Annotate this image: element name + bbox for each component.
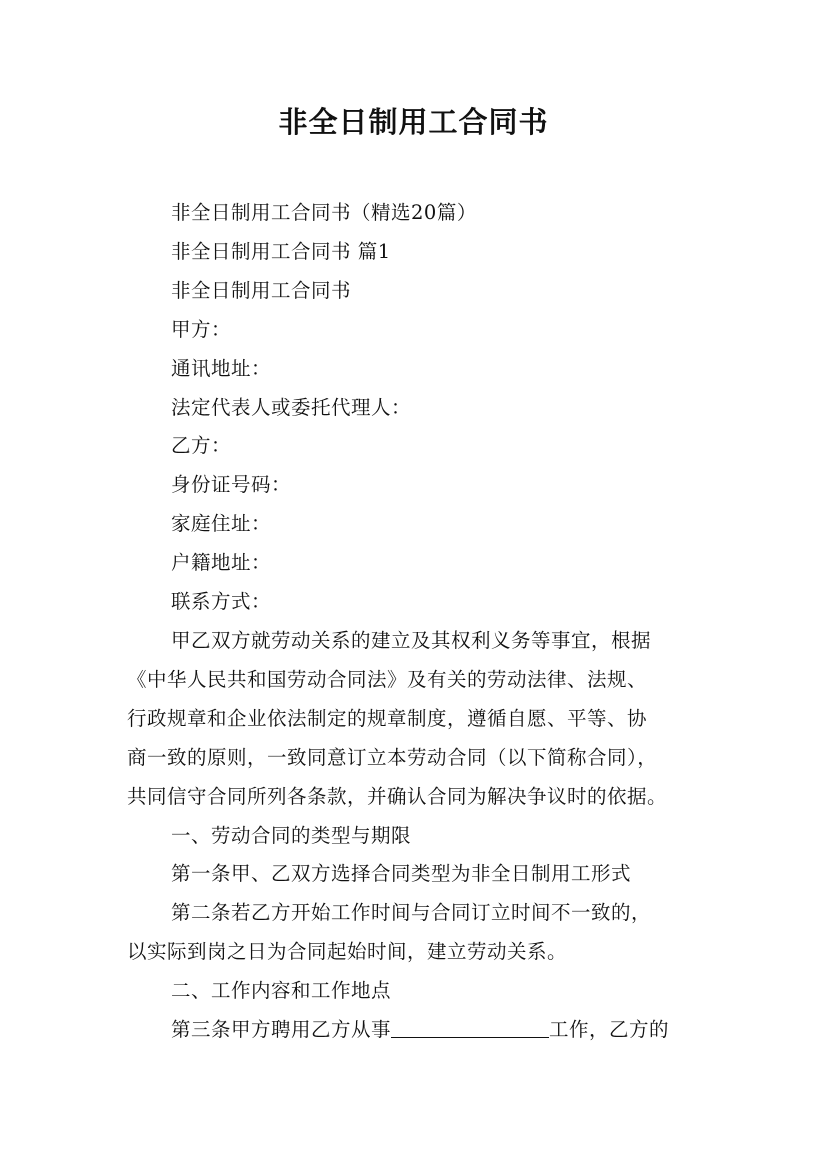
document-subtitle: 非全日制用工合同书（精选20篇） bbox=[171, 201, 477, 224]
document-body bbox=[127, 194, 712, 1050]
article-3 bbox=[127, 1011, 712, 1050]
article-1: 第一条甲、乙双方选择合同类型为非全日制用工形式 bbox=[171, 862, 632, 886]
section-heading-1: 一、劳动合同的类型与期限 bbox=[171, 823, 412, 847]
contact-field: 联系方式： bbox=[171, 590, 272, 614]
document-title: 非全日制用工合同书 bbox=[278, 105, 549, 139]
preamble-line: 共同信守合同所列各条款，并确认合同为解决争议时的依据。 bbox=[127, 784, 668, 808]
chapter-heading: 非全日制用工合同书 篇1 bbox=[171, 239, 391, 263]
representative-field: 法定代表人或委托代理人： bbox=[171, 395, 412, 419]
article-2-line: 以实际到岗之日为合同起始时间，建立劳动关系。 bbox=[127, 940, 568, 964]
section-heading-2: 二、工作内容和工作地点 bbox=[171, 979, 392, 1003]
home-address-field: 家庭住址： bbox=[171, 512, 272, 536]
household-address-field: 户籍地址： bbox=[171, 551, 272, 575]
address-field: 通讯地址： bbox=[171, 356, 272, 380]
party-b-field: 乙方： bbox=[171, 434, 232, 458]
job-blank-underline bbox=[391, 1015, 549, 1038]
party-a-field: 甲方： bbox=[171, 317, 232, 341]
preamble-line: 商一致的原则，一致同意订立本劳动合同（以下简称合同）， bbox=[127, 745, 658, 769]
preamble-line: 《中华人民共和国劳动合同法》及有关的劳动法律、法规、 bbox=[127, 667, 648, 691]
preamble-line: 甲乙双方就劳动关系的建立及其权利义务等事宜，根据 bbox=[171, 628, 652, 652]
id-number-field: 身份证号码： bbox=[171, 473, 292, 497]
article-2-line: 第二条若乙方开始工作时间与合同订立时间不一致的， bbox=[171, 901, 652, 925]
article-3-prefix: 第三条甲方聘用乙方从事 bbox=[171, 1018, 392, 1042]
contract-heading: 非全日制用工合同书 bbox=[171, 278, 352, 302]
article-3-suffix: 工作，乙方的 bbox=[549, 1018, 670, 1042]
preamble-line: 行政规章和企业依法制定的规章制度，遵循自愿、平等、协 bbox=[127, 706, 648, 730]
